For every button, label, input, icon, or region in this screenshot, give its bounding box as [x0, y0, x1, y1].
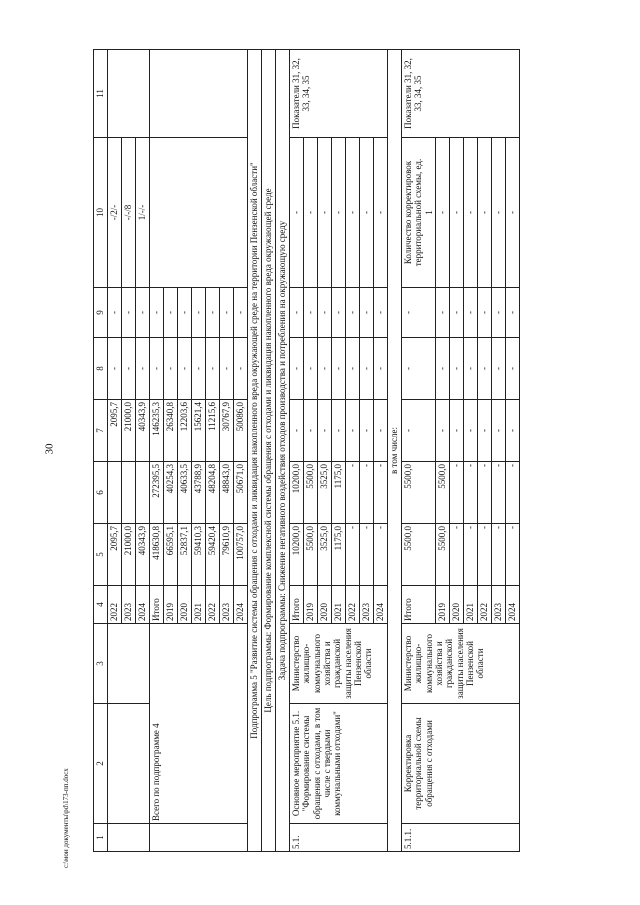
- table-row: [150, 50, 164, 852]
- page-number: 30: [43, 443, 56, 455]
- section-heading-subprogram5: Подпрограмма 5 "Развитие системы обращения с отходами и ликвидация накопленного вреда окружающей среде на территории Пензенской области": [248, 50, 262, 852]
- table-cell: -: [304, 338, 318, 400]
- year-cell: 2022: [108, 586, 122, 624]
- table-cell: [108, 824, 150, 852]
- year-cell: 2019: [436, 586, 450, 624]
- indicator-description: Количество корректировок территориальной схемы, ед.: [403, 158, 424, 267]
- table-cell: 40343,9: [136, 400, 150, 462]
- table-cell: -: [360, 288, 374, 338]
- column-number: 2: [94, 704, 108, 824]
- table-cell: 48843,0: [220, 462, 234, 524]
- table-row: [402, 50, 436, 852]
- table-cell: -: [206, 338, 220, 400]
- table-row: [108, 50, 122, 852]
- year-cell: 2023: [122, 586, 136, 624]
- column-number: 6: [94, 462, 108, 524]
- year-cell: 2022: [478, 586, 492, 624]
- table-cell: -: [506, 288, 520, 338]
- column-number: 11: [94, 50, 108, 138]
- table-cell: 2095,7: [108, 400, 122, 462]
- table-cell: 10200,0: [290, 462, 304, 524]
- table-cell: -: [178, 338, 192, 400]
- table-cell: -: [346, 138, 360, 288]
- year-cell: 2024: [136, 586, 150, 624]
- table-cell: -: [164, 288, 178, 338]
- table-cell: -: [450, 524, 464, 586]
- table-cell: -: [492, 138, 506, 288]
- table-cell: -: [304, 138, 318, 288]
- year-cell: 2023: [220, 586, 234, 624]
- table-cell: -: [290, 400, 304, 462]
- table-cell: -: [150, 288, 164, 338]
- table-cell: 40254,3: [164, 462, 178, 524]
- table-cell: -: [108, 288, 122, 338]
- table-cell: 146235,3: [150, 400, 164, 462]
- table-cell: -: [478, 400, 492, 462]
- table-cell: -: [332, 338, 346, 400]
- table-cell: 40343,9: [136, 524, 150, 586]
- table-cell: -: [436, 288, 450, 338]
- year-cell: 2022: [206, 586, 220, 624]
- table-cell: 15621,4: [192, 400, 206, 462]
- table-cell: -: [374, 400, 388, 462]
- table-cell: 5500,0: [304, 462, 318, 524]
- event-indicator: Показатели 31, 32, 33, 34, 35: [402, 50, 520, 138]
- year-cell: Итого: [290, 586, 304, 624]
- table-cell: -: [192, 288, 206, 338]
- year-cell: 2019: [164, 586, 178, 624]
- section-heading-task: Задача подпрограммы: Снижение негативного воздействия отходов производства и потребления на окружающую среду: [276, 50, 290, 852]
- year-cell: 2024: [374, 586, 388, 624]
- table-cell: -: [360, 338, 374, 400]
- table-cell: -: [450, 462, 464, 524]
- table-cell: -: [464, 138, 478, 288]
- year-cell: 2024: [506, 586, 520, 624]
- table-cell: [108, 50, 150, 138]
- table-cell: -: [492, 462, 506, 524]
- year-cell: 2020: [318, 586, 332, 624]
- table-cell: -: [478, 524, 492, 586]
- table-cell: 5500,0: [436, 462, 450, 524]
- table-cell: 5500,0: [436, 524, 450, 586]
- year-cell: 2024: [234, 586, 248, 624]
- table-row: [276, 50, 290, 852]
- table-cell: -: [374, 524, 388, 586]
- column-number: 1: [94, 824, 108, 852]
- table-cell: -: [374, 288, 388, 338]
- table-cell: [150, 138, 248, 288]
- year-cell: 2023: [360, 586, 374, 624]
- table-cell: -: [346, 400, 360, 462]
- year-cell: 2021: [332, 586, 346, 624]
- landscape-table-sheet: [93, 50, 598, 852]
- table-cell: -: [346, 524, 360, 586]
- table-cell: -: [304, 400, 318, 462]
- table-cell: -: [506, 462, 520, 524]
- table-cell: -: [374, 338, 388, 400]
- year-cell: Итого: [150, 586, 164, 624]
- table-cell: -: [436, 138, 450, 288]
- table-cell: -: [464, 462, 478, 524]
- table-cell: -: [220, 288, 234, 338]
- table-cell: [150, 824, 248, 852]
- table-cell: 40633,5: [178, 462, 192, 524]
- indicator-value: 1: [423, 210, 434, 215]
- year-cell: 2020: [178, 586, 192, 624]
- table-cell: -: [290, 288, 304, 338]
- table-cell: -: [464, 338, 478, 400]
- table-row: [290, 50, 304, 852]
- table-cell: 100757,0: [234, 524, 248, 586]
- table-cell: [150, 50, 248, 138]
- table-cell: -: [506, 400, 520, 462]
- column-number: 3: [94, 624, 108, 704]
- section-heading-goal: Цель подпрограммы: Формирование комплексной системы обращения с отходами и ликвидация накопленного вреда окружающей среде: [262, 50, 276, 852]
- table-cell: -: [136, 338, 150, 400]
- table-cell: -: [178, 288, 192, 338]
- table-cell: -: [436, 400, 450, 462]
- table-cell: 50671,0: [234, 462, 248, 524]
- year-cell: 2023: [492, 586, 506, 624]
- table-cell: -: [192, 338, 206, 400]
- table-cell: 272395,5: [150, 462, 164, 524]
- table-cell: [402, 138, 436, 288]
- table-cell: 5500,0: [402, 462, 436, 524]
- table-cell: -: [122, 288, 136, 338]
- event-name: Корректировка территориальной схемы обращения с отходами: [402, 704, 520, 824]
- table-cell: -: [492, 338, 506, 400]
- table-cell: -: [332, 138, 346, 288]
- table-cell: -: [374, 138, 388, 288]
- table-cell: -: [234, 288, 248, 338]
- event-name: Основное мероприятие 5.1. "Формирование системы обращения с отходами, в том числе с твердыми коммунальными отходами": [290, 704, 388, 824]
- table-cell: 30767,9: [220, 400, 234, 462]
- column-number: 4: [94, 586, 108, 624]
- table-cell: -: [506, 338, 520, 400]
- table-cell: -: [464, 288, 478, 338]
- table-cell: -: [374, 462, 388, 524]
- column-number: 10: [94, 138, 108, 288]
- table-cell: -: [136, 288, 150, 338]
- table-row: [262, 50, 276, 852]
- table-cell: -: [346, 288, 360, 338]
- table-cell: -: [360, 138, 374, 288]
- table-cell: -: [464, 524, 478, 586]
- table-cell: 11215,6: [206, 400, 220, 462]
- year-cell: 2019: [304, 586, 318, 624]
- table-cell: -: [360, 462, 374, 524]
- table-cell: -: [332, 400, 346, 462]
- year-cell: Итого: [402, 586, 436, 624]
- column-number: 8: [94, 338, 108, 400]
- table-cell: -: [220, 338, 234, 400]
- event-executor: Министерство жилищно-коммунального хозяйства и гражданской защиты населения Пензенской области: [290, 624, 388, 704]
- table-cell: -: [150, 338, 164, 400]
- table-cell: -: [402, 338, 436, 400]
- table-row: [248, 50, 262, 852]
- table-cell: -: [478, 288, 492, 338]
- table-cell: -: [506, 138, 520, 288]
- table-cell: -: [478, 138, 492, 288]
- table-cell: -: [492, 288, 506, 338]
- table-cell: 66595,1: [164, 524, 178, 586]
- event-number: 5.1.1.: [402, 824, 520, 852]
- table-cell: 26340,8: [164, 400, 178, 462]
- table-cell: -: [332, 288, 346, 338]
- subprogram-4-total-label: Всего по подпрограмме 4: [150, 624, 248, 824]
- table-cell: -: [318, 338, 332, 400]
- table-cell: 21000,0: [122, 400, 136, 462]
- table-cell: -: [492, 400, 506, 462]
- table-cell: -: [464, 400, 478, 462]
- table-cell: -: [450, 400, 464, 462]
- event-executor: Министерство жилищно-коммунального хозяйства и гражданской защиты населения Пензенской области: [402, 624, 520, 704]
- table-cell: [108, 624, 150, 704]
- table-cell: -: [206, 288, 220, 338]
- column-number: 9: [94, 288, 108, 338]
- table-cell: -: [164, 338, 178, 400]
- table-cell: -/2/-: [108, 138, 122, 288]
- in-total-label: в том числе:: [388, 50, 402, 852]
- table-cell: 52837,1: [178, 524, 192, 586]
- table-cell: -: [360, 524, 374, 586]
- table-cell: -: [492, 524, 506, 586]
- table-cell: 418630,8: [150, 524, 164, 586]
- table-cell: 59410,3: [192, 524, 206, 586]
- column-number: 5: [94, 524, 108, 586]
- program-table: [93, 49, 520, 852]
- table-cell: 5500,0: [304, 524, 318, 586]
- table-cell: 1/-/-: [136, 138, 150, 288]
- table-cell: -: [122, 338, 136, 400]
- table-cell: 48204,8: [206, 462, 220, 524]
- table-cell: [108, 462, 122, 524]
- table-cell: -: [318, 138, 332, 288]
- table-cell: -: [436, 338, 450, 400]
- table-row: [388, 50, 402, 852]
- table-cell: 2095,7: [108, 524, 122, 586]
- footer-file-path: c:\мои документы\pd\173-пп.docx: [62, 768, 70, 868]
- table-cell: 1175,0: [332, 524, 346, 586]
- table-cell: [136, 462, 150, 524]
- table-cell: 1175,0: [332, 462, 346, 524]
- table-cell: 5500,0: [402, 524, 436, 586]
- table-cell: -: [450, 338, 464, 400]
- table-cell: 79610,9: [220, 524, 234, 586]
- table-cell: -: [346, 338, 360, 400]
- table-cell: 21000,0: [122, 524, 136, 586]
- table-cell: -: [450, 138, 464, 288]
- table-cell: 10200,0: [290, 524, 304, 586]
- table-cell: -: [402, 288, 436, 338]
- table-cell: 3525,0: [318, 524, 332, 586]
- table-cell: -: [346, 462, 360, 524]
- table-cell: -: [402, 400, 436, 462]
- table-cell: -: [478, 462, 492, 524]
- year-cell: 2021: [464, 586, 478, 624]
- table-cell: 3525,0: [318, 462, 332, 524]
- table-cell: 43788,9: [192, 462, 206, 524]
- table-cell: -: [108, 338, 122, 400]
- table-cell: 50086,0: [234, 400, 248, 462]
- event-indicator: Показатели 31, 32, 33, 34, 35: [290, 50, 388, 138]
- table-cell: -: [318, 400, 332, 462]
- table-cell: -: [234, 338, 248, 400]
- table-cell: -: [506, 524, 520, 586]
- year-cell: 2021: [192, 586, 206, 624]
- table-cell: -/-/8: [122, 138, 136, 288]
- table-cell: -: [318, 288, 332, 338]
- year-cell: 2020: [450, 586, 464, 624]
- table-cell: -: [290, 138, 304, 288]
- column-number: 7: [94, 400, 108, 462]
- table-cell: -: [450, 288, 464, 338]
- table-cell: [108, 704, 150, 824]
- table-cell: 59420,4: [206, 524, 220, 586]
- table-cell: -: [360, 400, 374, 462]
- table-cell: 12203,6: [178, 400, 192, 462]
- table-cell: -: [478, 338, 492, 400]
- table-cell: [122, 462, 136, 524]
- year-cell: 2022: [346, 586, 360, 624]
- event-number: 5.1.: [290, 824, 388, 852]
- table-cell: -: [304, 288, 318, 338]
- table-row: [94, 50, 108, 852]
- table-cell: -: [290, 338, 304, 400]
